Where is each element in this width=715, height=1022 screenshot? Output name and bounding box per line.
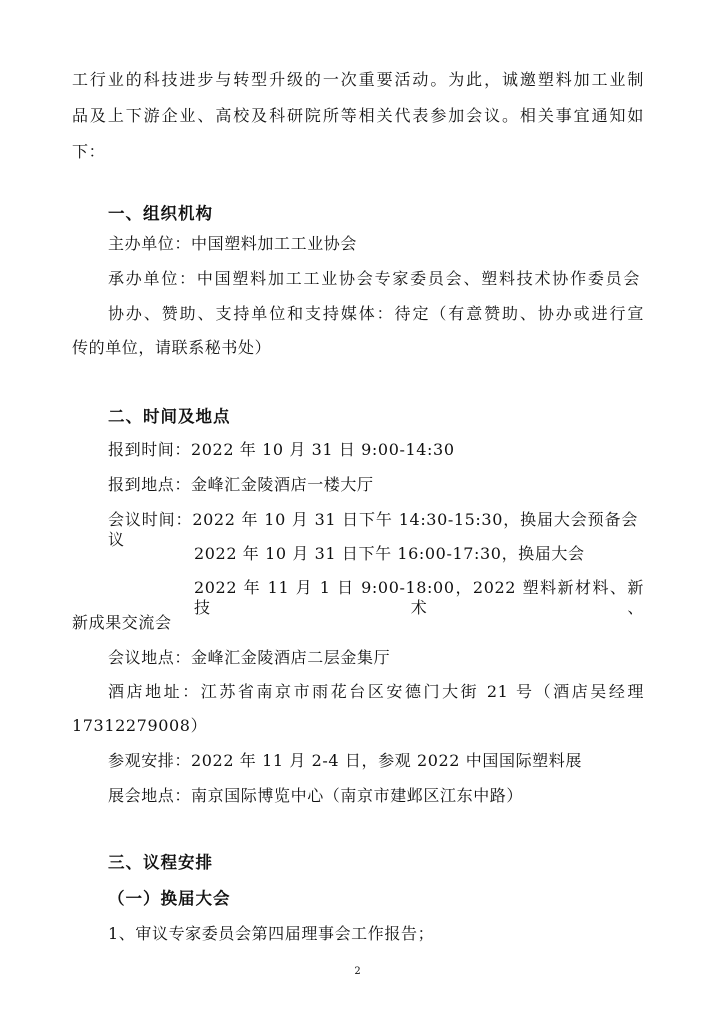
hotel-address-line-2: 17312279008） <box>72 716 208 735</box>
support-line-2: 传的单位，请联系秘书处） <box>72 338 272 357</box>
agenda-item-1: 1、审议专家委员会第四届理事会工作报告； <box>108 924 435 943</box>
hotel-address-line-1: 酒店地址：江苏省南京市雨花台区安德门大街 21 号（酒店吴经理 <box>108 682 644 701</box>
checkin-time: 报到时间：2022 年 10 月 31 日 9:00-14:30 <box>108 440 455 459</box>
intro-line-2: 品及上下游企业、高校及科研院所等相关代表参加会议。相关事宜通知如 <box>72 106 644 125</box>
section-2-heading: 二、时间及地点 <box>108 407 231 426</box>
meeting-time-1: 会议时间：2022 年 10 月 31 日下午 14:30-15:30，换届大会预备会议 <box>108 510 638 549</box>
subsection-1-heading: （一）换届大会 <box>108 889 231 908</box>
meeting-place: 会议地点：金峰汇金陵酒店二层金集厅 <box>108 648 391 667</box>
checkin-place: 报到地点：金峰汇金陵酒店一楼大厅 <box>108 475 374 494</box>
intro-line-1: 工行业的科技进步与转型升级的一次重要活动。为此，诚邀塑料加工业制 <box>72 70 644 89</box>
meeting-time-3-cont: 新成果交流会 <box>72 613 172 632</box>
organizer-unit: 承办单位：中国塑料加工工业协会专家委员会、塑料技术协作委员会 <box>108 269 640 288</box>
support-line-1: 协办、赞助、支持单位和支持媒体：待定（有意赞助、协办或进行宣 <box>108 304 644 323</box>
section-1-heading: 一、组织机构 <box>108 204 213 223</box>
meeting-time-3: 2022 年 11 月 1 日 9:00-18:00，2022 塑料新材料、新技术、 <box>194 578 644 617</box>
page-number: 2 <box>354 966 361 977</box>
section-3-heading: 三、议程安排 <box>108 853 213 872</box>
host-unit: 主办单位：中国塑料加工工业协会 <box>108 234 358 253</box>
intro-line-3: 下： <box>72 142 106 161</box>
meeting-time-2: 2022 年 10 月 31 日下午 16:00-17:30，换届大会 <box>194 544 585 563</box>
visit-schedule: 参观安排：2022 年 11 月 2-4 日，参观 2022 中国国际塑料展 <box>108 751 582 770</box>
expo-place: 展会地点：南京国际博览中心（南京市建邺区江东中路） <box>108 786 524 805</box>
